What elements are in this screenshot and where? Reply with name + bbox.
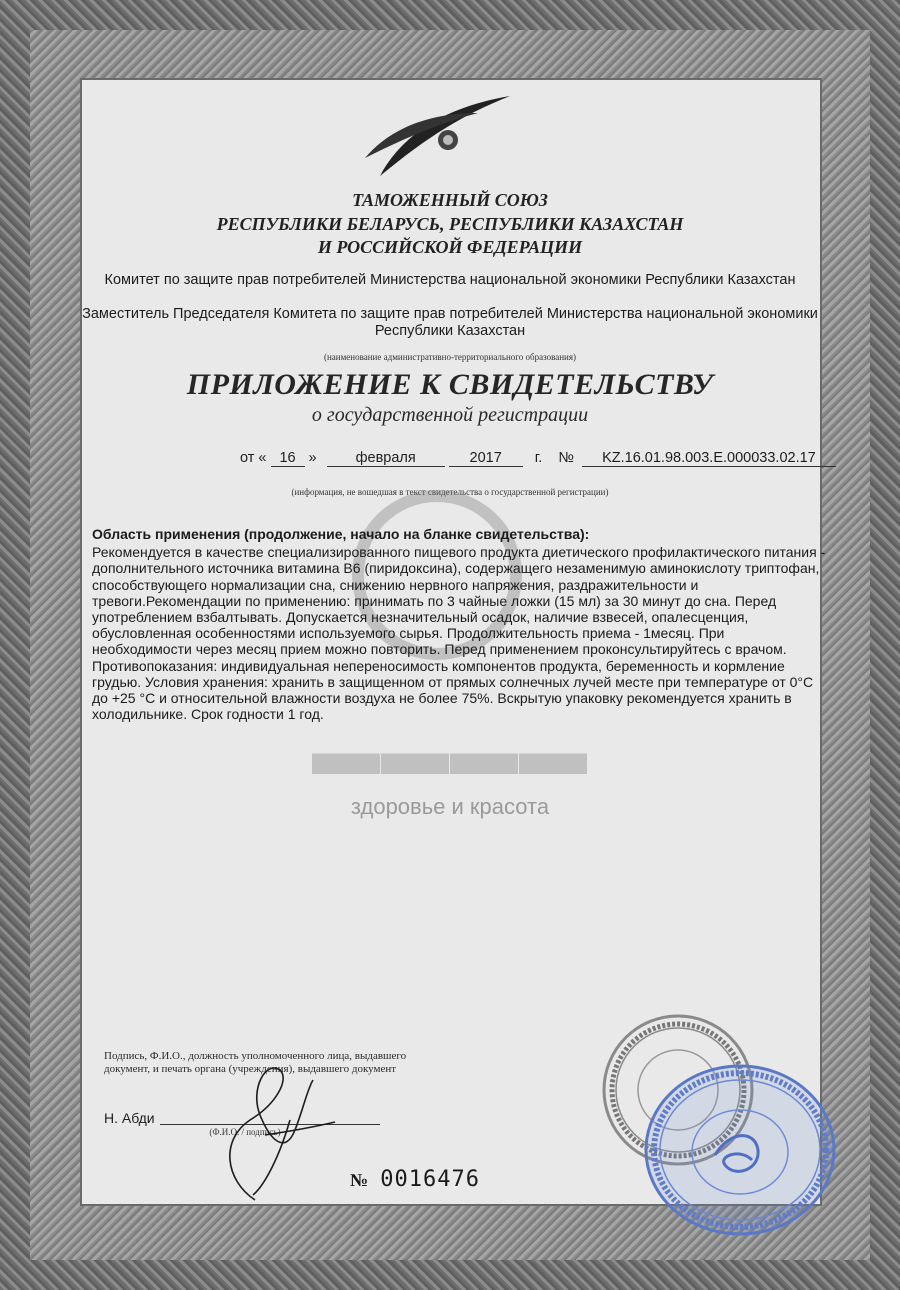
scope-heading: Область применения (продолжение, начало на бланке свидетельства): [92,526,590,542]
organization-caption: (наименование административно-территориального образования) [323,352,576,362]
header-line-1: ТАМОЖЕННЫЙ СОЮЗ [352,190,548,210]
customs-union-emblem [360,88,520,188]
form-number [350,1166,480,1192]
year-suffix: г. [534,450,543,466]
signature-caption: Подпись, Ф.И.О., должность уполномоченного лица, выдавшего документ, и печать органа (учреждения), выдавшего документ [104,1050,407,1075]
committee-name: Комитет по защите прав потребителей Министерства национальной экономики Республики Казахстан [104,272,796,288]
date-quote-close: » [308,450,317,466]
registration-year: 2017 [449,450,523,467]
date-prefix: от « [240,450,267,466]
header-line-2: РЕСПУБЛИКИ БЕЛАРУСЬ, РЕСПУБЛИКИ КАЗАХСТАН [216,214,684,234]
watermark-brand-icon: ▬▬▬▬ [312,713,588,789]
handwritten-signature [195,1060,345,1205]
document-subtitle: о государственной регистрации [311,404,589,426]
registration-caption: (информация, не вошедшая в текст свидетельства о государственной регистрации) [291,487,609,497]
signature-line-caption: (Ф.И.О. / подпись) [209,1127,281,1137]
form-number-sign: № [350,1170,369,1190]
number-sign: № [558,450,574,466]
registration-number: KZ.16.01.98.003.E.000033.02.17 [582,450,836,467]
registration-line [240,450,836,467]
header-line-3: И РОССИЙСКОЙ ФЕДЕРАЦИИ [317,237,583,257]
document-title: ПРИЛОЖЕНИЕ К СВИДЕТЕЛЬСТВУ [186,368,714,401]
deputy-title: Заместитель Председателя Комитета по защите прав потребителей Министерства национальной экономики Республики Казахстан [82,306,818,339]
registration-month: февраля [327,450,445,467]
blue-stamp-icon [640,1060,840,1240]
scope-section [92,526,828,722]
registration-day: 16 [271,450,305,467]
signer-name: Н. Абди [104,1110,155,1126]
scope-text: Рекомендуется в качестве специализированного пищевого продукта диетического профилактического питания - дополнительного источника витамина В6 (пиридоксина), содержащего незаменимую аминокислоту триптофан, способствующего нормализации сна, снижению нервного напряжения, раздражительности и тревоги.Рекомендации по применению: принимать по 3 чайные ложки (15 мл) за 30 минут до сна. Перед употреблением взбалтывать. Допускается незначительный осадок, наличие взвесей, опалесценция, обусловленная особенностями используемого сырья. Продолжительность приема - 1месяц. При необходимости через месяц прием можно повторить. Перед применением проконсультируйтесь с врачом. Противопоказания: индивидуальная непереносимость компонентов продукта, беременность и кормление грудью. Условия хранения: хранить в защищенном от прямых солнечных лучей месте при температуре от 0°С до +25 °С и относительной влажности воздуха не более 75%. Вскрытую упаковку рекомендуется хранить в холодильнике. Срок годности 1 год. [92,544,826,723]
watermark-subtitle: здоровье и красота [350,794,550,819]
form-number-value: 0016476 [380,1167,480,1192]
